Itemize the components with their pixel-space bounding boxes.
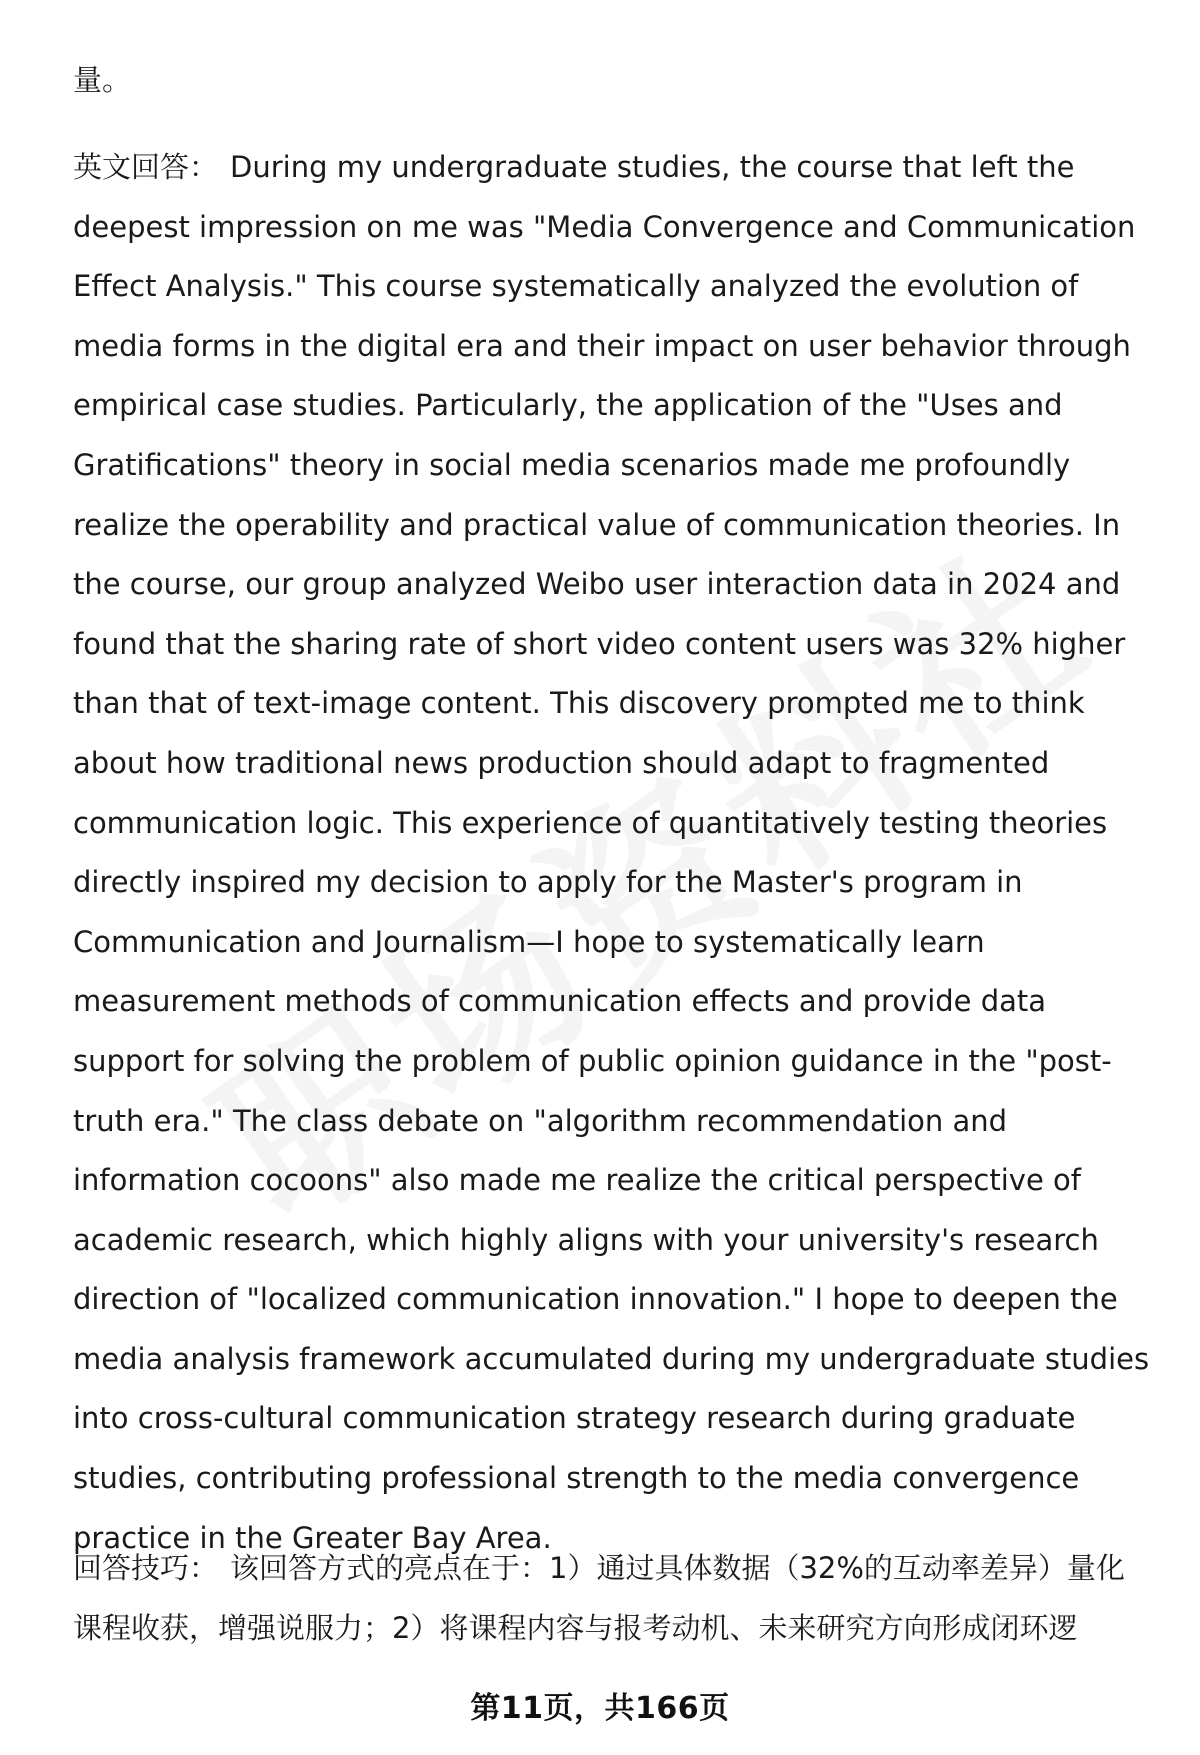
- continuation-text: 量。: [73, 63, 132, 97]
- english-answer-label: 英文回答：: [73, 150, 219, 184]
- english-answer-paragraph: [73, 138, 1153, 1568]
- answer-tips-paragraph: [73, 1538, 1153, 1658]
- english-answer-text: During my undergraduate studies, the course that left the deepest impression on me was "Media Convergence and Communication Effect Analysis." This course systematically analyzed the evolution of media forms in the digital era and their impact on user behavior through empirical case studies. Particularly, the application of the "Uses and Gratifications" theory in social media scenarios made me profoundly realize the operability and practical value of communication theories. In the course, our group analyzed Weibo user interaction data in 2024 and found that the sharing rate of short video content users was 32% higher than that of text-image content. This discovery prompted me to think about how traditional news production should adapt to fragmented communication logic. This experience of quantitatively testing theories directly inspired my decision to apply for the Master's program in Communication and Journalism—I hope to systematically learn measurement methods of communication effects and provide data support for solving the problem of public opinion guidance in the "post-truth era." The class debate on "algorithm recommendation and information cocoons" also made me realize the critical perspective of academic research, which highly aligns with your university's research direction of "localized communication innovation." I hope to deepen the media analysis framework accumulated during my undergraduate studies into cross-cultural communication strategy research during graduate studies, contributing professional strength to the media convergence practice in the Greater Bay Area.: [73, 150, 1150, 1555]
- page-number-footer: 第11页，共166页: [470, 1691, 730, 1726]
- answer-tips-label: 回答技巧：: [73, 1551, 219, 1585]
- answer-tips-text: 该回答方式的亮点在于：1）通过具体数据（32%的互动率差异）量化课程收获，增强说服力；2）将课程内容与报考动机、未来研究方向形成闭环逻: [73, 1551, 1125, 1645]
